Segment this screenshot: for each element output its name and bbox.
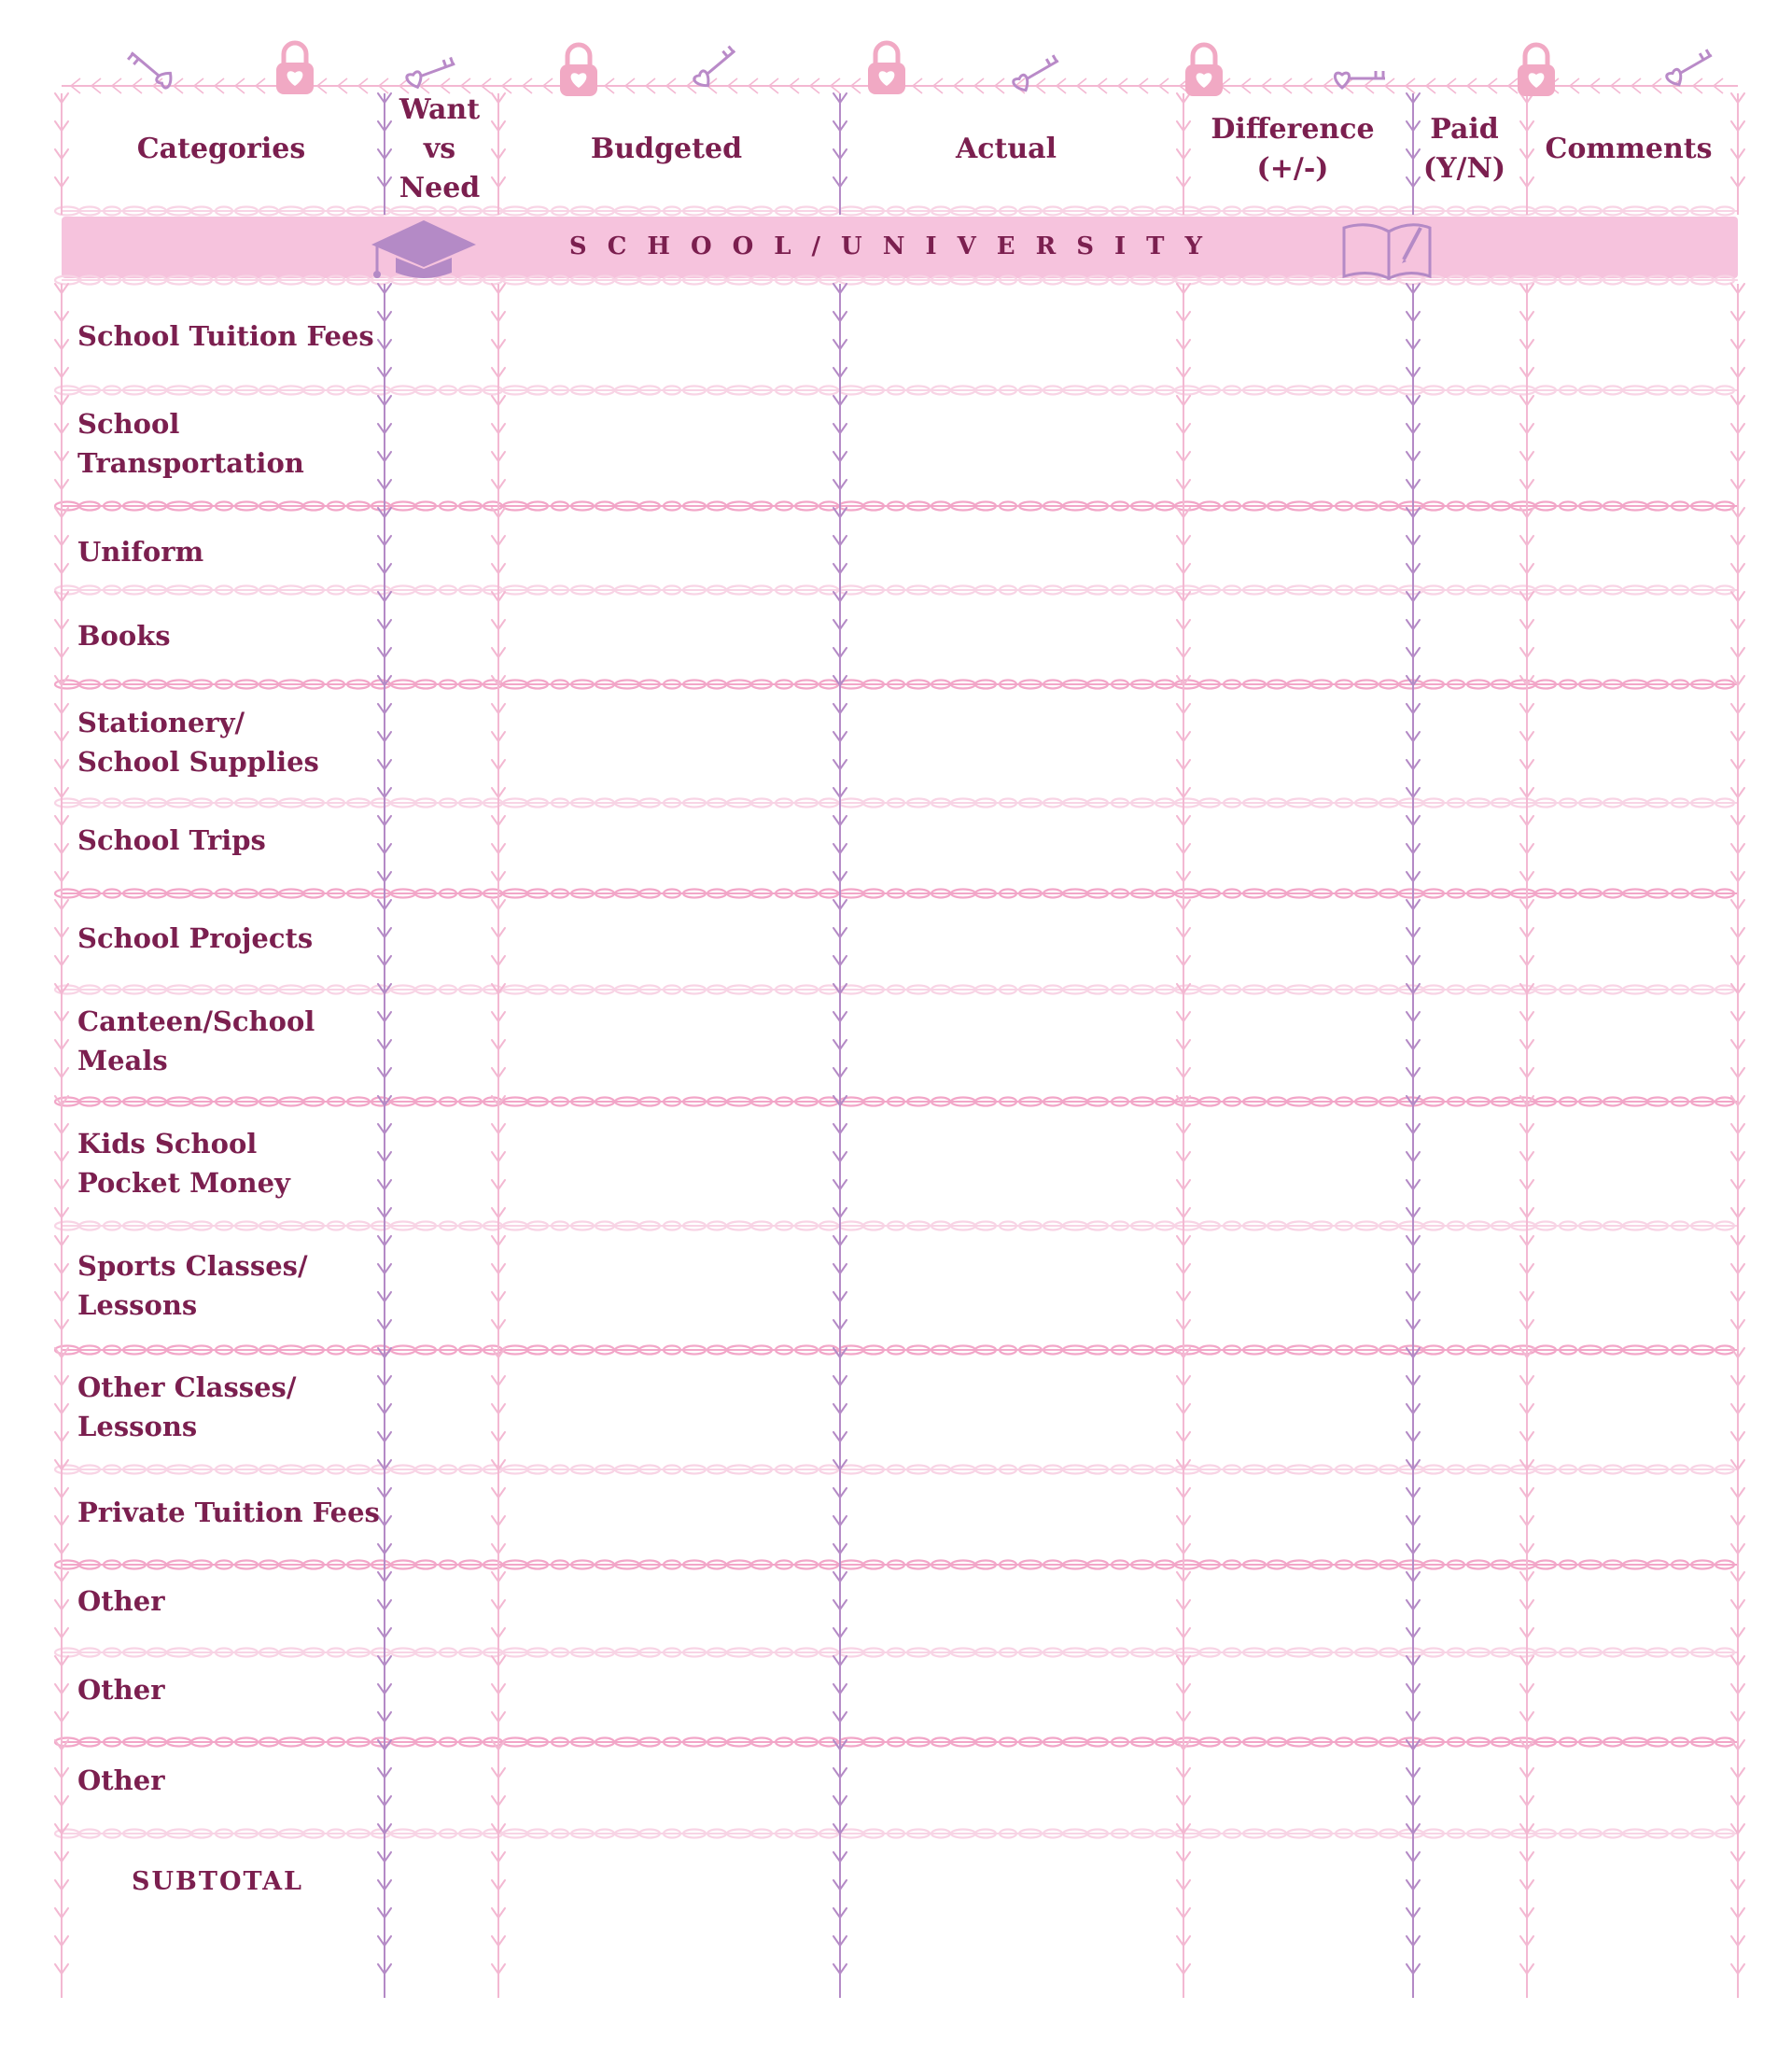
row-divider — [55, 1346, 1738, 1355]
row-label: Other Classes/ Lessons — [77, 1371, 297, 1442]
key-icon — [1011, 54, 1062, 93]
row-label: School Projects — [77, 922, 314, 954]
column-divider — [1520, 284, 1533, 1998]
row-label: Other — [77, 1585, 165, 1617]
key-icon — [692, 45, 741, 90]
key-icon — [1664, 49, 1715, 88]
row-label: Kids School Pocket Money — [77, 1128, 290, 1199]
row-label: Books — [77, 620, 171, 652]
row-divider — [55, 1830, 1738, 1838]
row-label: School Trips — [77, 824, 266, 856]
column-header-actual: Actual — [955, 133, 1057, 165]
column-header-comments: Comments — [1545, 133, 1713, 165]
row-divider — [55, 386, 1738, 395]
key-icon — [405, 57, 457, 90]
row-divider — [55, 681, 1738, 689]
row-label: Stationery/ School Supplies — [77, 707, 319, 778]
row-label: Other — [77, 1674, 165, 1706]
heart-padlock-icon — [276, 43, 314, 94]
column-header-difference: Difference (+/-) — [1211, 113, 1375, 185]
header-divider — [55, 207, 1738, 216]
column-divider — [1407, 284, 1420, 1998]
row-divider — [55, 1098, 1738, 1106]
row-label: Private Tuition Fees — [77, 1497, 380, 1528]
heart-padlock-icon — [1185, 45, 1223, 96]
row-label: School Transportation — [77, 408, 304, 479]
column-header-budgeted: Budgeted — [590, 133, 743, 165]
row-label: School Tuition Fees — [77, 320, 374, 352]
heart-padlock-icon — [560, 45, 597, 96]
heart-padlock-icon — [1518, 45, 1555, 96]
row-divider — [55, 1222, 1738, 1230]
column-divider — [1177, 284, 1190, 1998]
row-label: Uniform — [77, 536, 204, 568]
column-header-paid: Paid (Y/N) — [1422, 113, 1506, 185]
row-label: Sports Classes/ Lessons — [77, 1250, 308, 1321]
column-divider — [833, 284, 847, 1998]
subtotal-label: SUBTOTAL — [131, 1867, 304, 1896]
column-divider — [55, 93, 68, 215]
row-label: Canteen/School Meals — [77, 1005, 315, 1076]
heart-padlock-icon — [868, 43, 905, 94]
row-label: Other — [77, 1764, 165, 1796]
column-header-want-vs-need: Want vs Need — [399, 93, 481, 204]
section-title: SCHOOL/UNIVERSITY — [568, 232, 1224, 260]
key-icon — [127, 46, 176, 91]
row-divider — [55, 986, 1738, 994]
column-header-categories: Categories — [136, 133, 306, 165]
